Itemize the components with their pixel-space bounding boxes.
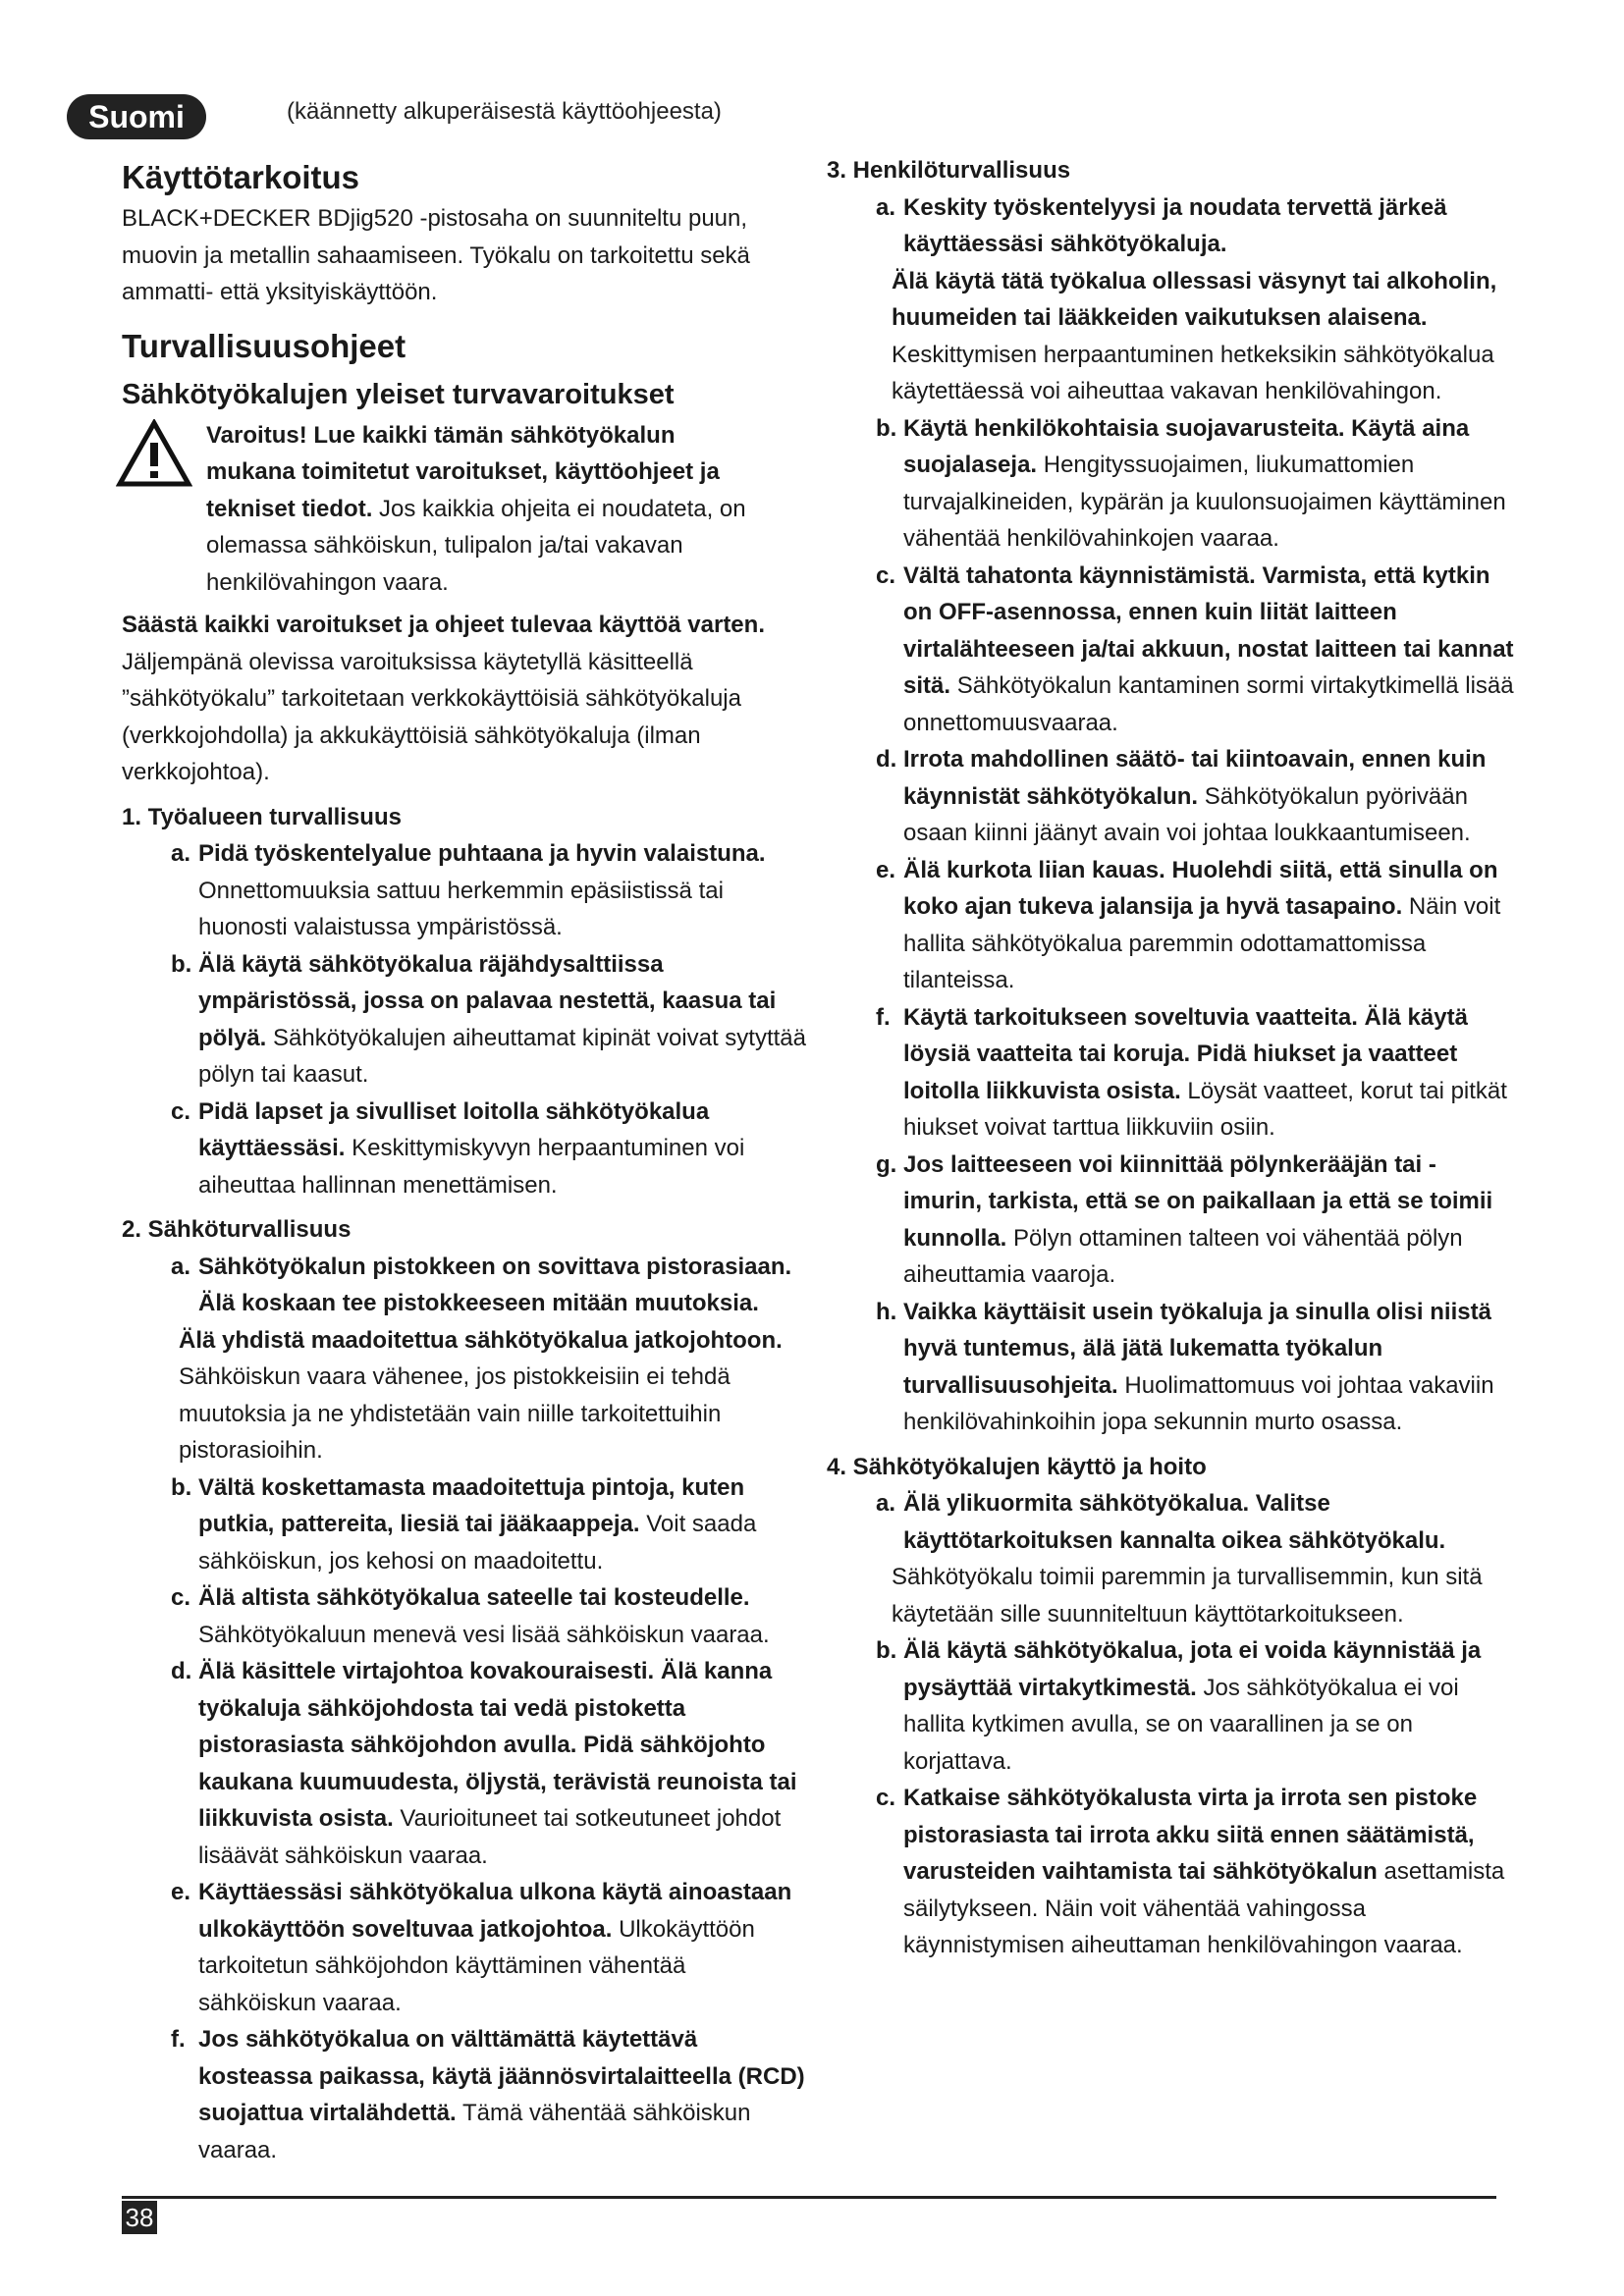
safety-subheading: Sähkötyökalujen yleiset turvavaroitukset — [122, 378, 675, 410]
footer-rule — [122, 2196, 1496, 2199]
item-text: Keskittymiskyvyn herpaantuminen voi aiheuttaa hallinnan menettämisen. — [198, 1135, 745, 1199]
item-label: a. — [171, 840, 191, 867]
intended-use-text: BLACK+DECKER BDjig520 -pistosaha on suunniteltu puun, muovin ja metallin sahaamiseen. Työkalu on tarkoitettu sekä ammatti- että yksityiskäyttöön. — [122, 205, 750, 305]
section-3-heading: 3. Henkilöturvallisuus — [827, 157, 1071, 184]
item-bold: Jos sähkötyökalua on välttämättä käytettävä kosteassa paikassa, käytä jäännösvirtalaitteella (RCD) suojattua virtalähdettä. — [198, 2026, 805, 2126]
list-item — [827, 558, 1514, 742]
page-number: 38 — [122, 2201, 157, 2234]
item-text: Sähkötyökalun kantaminen sormi virtakytkimellä lisää onnettomuusvaaraa. — [903, 672, 1514, 736]
item-bold: Vältä koskettamasta maadoitettuja pintoja, kuten putkia, pattereita, liesiä tai jääkaappeja. — [198, 1473, 745, 1537]
list-item — [827, 410, 1514, 558]
item-text: Keskittymisen herpaantuminen hetkeksikin sähkötyökalua käytettäessä voi aiheuttaa vakavan henkilövahingon. — [892, 341, 1494, 404]
item-label: c. — [171, 1584, 191, 1611]
list-item — [827, 1485, 1514, 1559]
item-text: Huolimattomuus voi johtaa vakaviin henkilövahinkoihin jopa sekunnin murto osassa. — [903, 1371, 1494, 1435]
item-text: Sähkötyökalu toimii paremmin ja turvallisemmin, kun sitä käytetään sille suunniteltuun käyttötarkoitukseen. — [892, 1564, 1483, 1628]
item-bold: Keskity työskentelyysi ja noudata tervettä järkeä käyttäessäsi sähkötyökaluja. — [903, 193, 1447, 257]
list-item — [827, 1147, 1514, 1294]
list-item — [122, 946, 809, 1094]
item-bold: Älä kurkota liian kauas. Huolehdi siitä, että sinulla on koko ajan tukeva jalansija ja hyvä tasapaino. — [903, 856, 1498, 920]
general-warning — [122, 417, 809, 602]
item-bold: Älä käytä tätä työkalua ollessasi väsynyt tai alkoholin, huumeiden tai lääkkeiden vaikutuksen alaisena. — [892, 267, 1497, 331]
item-label: a. — [876, 1490, 896, 1517]
item-text: Voit saada sähköiskun, jos kehosi on maadoitettu. — [198, 1511, 757, 1575]
item-text: Sähkötyökalujen aiheuttamat kipinät voivat sytyttää pölyn tai kaasut. — [198, 1024, 807, 1088]
left-column — [122, 152, 809, 2168]
section-2-heading: 2. Sähköturvallisuus — [122, 1216, 352, 1243]
item-label: b. — [876, 414, 897, 442]
list-item — [122, 1653, 809, 1874]
item-text: Onnettomuuksia sattuu herkemmin epäsiistissä tai huonosti valaistussa ympäristössä. — [198, 877, 724, 940]
save-instructions-text: Jäljempänä olevissa varoituksissa käytetyllä käsitteellä ”sähkötyökalu” tarkoitetaan verkkokäyttöisiä sähkötyökaluja (verkkojohdolla) ja akkukäyttöisiä sähkötyökaluja (ilman verkkojohtoa). — [122, 648, 741, 785]
item-bold: Älä käsittele virtajohtoa kovakouraisesti. Älä kanna työkaluja sähköjohdosta tai vedä pistoketta pistorasiasta sähköjohdon avulla. Pidä sähköjohto kaukana kuumuudesta, öljystä, terävistä reunoista tai liikkuvista osista. — [198, 1658, 797, 1832]
item-label: f. — [171, 2026, 186, 2053]
list-item — [827, 1780, 1514, 1964]
item-bold: Käytä tarkoitukseen soveltuvia vaatteita. Älä käytä löysiä vaatteita tai koruja. Pidä hiukset ja vaatteet loitolla liikkuvista osista. — [903, 1003, 1468, 1104]
item-text: asettamista säilytykseen. Näin voit vähentää vahingossa käynnistymisen aiheuttaman henkilövahingon vaaraa. — [903, 1858, 1505, 1958]
item-text: Ulkokäyttöön tarkoitetun sähköjohdon käyttäminen vähentää sähköiskun vaaraa. — [198, 1915, 755, 2016]
right-column — [827, 152, 1514, 1964]
warning-triangle-icon — [116, 419, 192, 488]
list-item — [827, 852, 1514, 999]
item-label: e. — [171, 1879, 191, 1905]
item-label: g. — [876, 1150, 897, 1178]
item-text: Vaurioituneet tai sotkeutuneet johdot lisäävät sähköiskun vaaraa. — [198, 1805, 782, 1869]
item-label: a. — [171, 1253, 191, 1280]
safety-heading: Turvallisuusohjeet — [122, 327, 406, 364]
item-bold: Vaikka käyttäisit usein työkaluja ja sinulla olisi niistä hyvä tuntemus, älä jätä lukematta työkalun turvallisuusohjeita. — [903, 1298, 1491, 1399]
translation-note: (käännetty alkuperäisestä käyttöohjeesta) — [287, 98, 722, 125]
item-bold: Älä käytä sähkötyökalua räjähdysalttiissa ympäristössä, jossa on palavaa nestettä, kaasua tai pölyä. — [198, 950, 777, 1051]
list-item — [122, 835, 809, 946]
list-item — [827, 741, 1514, 852]
list-item — [827, 1632, 1514, 1780]
item-bold: Käyttäessäsi sähkötyökalua ulkona käytä ainoastaan ulkokäyttöön soveltuvaa jatkojohtoa. — [198, 1879, 792, 1943]
section-4-heading: 4. Sähkötyökalujen käyttö ja hoito — [827, 1453, 1207, 1480]
item-text: Pölyn ottaminen talteen voi vähentää pölyn aiheuttamia vaaroja. — [903, 1224, 1463, 1288]
item-bold: Älä altista sähkötyökalua sateelle tai kosteudelle. — [198, 1584, 750, 1611]
item-label: d. — [876, 746, 897, 773]
item-bold: Irrota mahdollinen säätö- tai kiintoavain, ennen kuin käynnistät sähkötyökalun. — [903, 746, 1487, 810]
item-bold: Pidä lapset ja sivulliset loitolla sähkötyökalua käyttäessäsi. — [198, 1097, 710, 1161]
list-item — [122, 1249, 809, 1322]
list-item — [122, 2021, 809, 2168]
item-text: Sähköiskun vaara vähenee, jos pistokkeisiin ei tehdä muutoksia ja ne yhdistetään vain niille tarkoitettuihin pistorasioihin. — [179, 1363, 731, 1464]
section-1-heading: 1. Työalueen turvallisuus — [122, 803, 402, 830]
item-bold: Jos laitteeseen voi kiinnittää pölynkerääjän tai -imurin, tarkista, että se on paikallaan ja että se toimii kunnolla. — [903, 1150, 1493, 1252]
item-label: b. — [876, 1637, 897, 1664]
list-item — [827, 189, 1514, 263]
item-label: b. — [171, 950, 192, 978]
item-label: c. — [876, 561, 896, 589]
item-text: Jos sähkötyökalua ei voi hallita kytkimen avulla, se on vaarallinen ja se on korjattava. — [903, 1674, 1459, 1775]
item-label: c. — [171, 1097, 191, 1125]
item-label: c. — [876, 1785, 896, 1811]
item-text: Sähkötyökaluun menevä vesi lisää sähköiskun vaaraa. — [198, 1621, 770, 1648]
list-item — [827, 999, 1514, 1147]
list-item — [122, 1469, 809, 1580]
save-instructions-bold: Säästä kaikki varoitukset ja ohjeet tulevaa käyttöä varten. — [122, 612, 765, 638]
item-text: Löysät vaatteet, korut tai pitkät hiukset voivat tarttua liikkuviin osiin. — [903, 1077, 1507, 1141]
item-label: d. — [171, 1658, 192, 1684]
list-item — [122, 1094, 809, 1204]
list-item — [122, 1579, 809, 1653]
item-bold: Älä käytä sähkötyökalua, jota ei voida käynnistää ja pysäyttää virtakytkimestä. — [903, 1637, 1482, 1701]
warning-bold: Varoitus! Lue kaikki tämän sähkötyökalun mukana toimitetut varoitukset, käyttöohjeet ja tekniset tiedot. — [206, 421, 720, 522]
item-label: e. — [876, 856, 896, 883]
language-badge: Suomi — [67, 94, 206, 139]
item-text: Näin voit hallita sähkötyökalua paremmin odottamattomissa tilanteissa. — [903, 893, 1501, 993]
item-label: a. — [876, 193, 896, 221]
intended-use-heading: Käyttötarkoitus — [122, 159, 360, 195]
item-label: h. — [876, 1298, 897, 1325]
item-label: b. — [171, 1473, 192, 1501]
item-text: Sähkötyökalun pyörivään osaan kiinni jäänyt avain voi johtaa loukkaantumiseen. — [903, 782, 1471, 846]
item-bold: Sähkötyökalun pistokkeen on sovittava pistorasiaan. Älä koskaan tee pistokkeeseen mitään muutoksia. — [198, 1253, 792, 1316]
item-bold: Älä ylikuormita sähkötyökalua. Valitse käyttötarkoituksen kannalta oikea sähkötyökalu. — [903, 1490, 1446, 1554]
item-bold: Pidä työskentelyalue puhtaana ja hyvin valaistuna. — [198, 840, 766, 867]
list-item — [827, 1294, 1514, 1441]
list-item — [122, 1874, 809, 2021]
item-label: f. — [876, 1003, 891, 1031]
warning-text: Jos kaikkia ohjeita ei noudateta, on olemassa sähköiskun, tulipalon ja/tai vakavan henkilövahingon vaara. — [206, 495, 746, 596]
item-bold: Käytä henkilökohtaisia suojavarusteita. Käytä aina suojalaseja. — [903, 414, 1470, 478]
item-text: Tämä vähentää sähköiskun vaaraa. — [198, 2100, 751, 2163]
item-bold: Katkaise sähkötyökalusta virta ja irrota sen pistoke pistorasiasta tai irrota akku siitä ennen säätämistä, varusteiden vaihtamista tai sähkötyökalun — [903, 1785, 1478, 1885]
item-bold: Älä yhdistä maadoitettua sähkötyökalua jatkojohtoon. — [179, 1326, 783, 1354]
item-bold: Vältä tahatonta käynnistämistä. Varmista, että kytkin on OFF-asennossa, ennen kuin liität laitteen virtalähteeseen ja/tai akkuun, nostat laitteen tai kannat sitä. — [903, 561, 1514, 699]
item-text: Hengityssuojaimen, liukumattomien turvajalkineiden, kypärän ja kuulonsuojaimen käyttäminen vähentää henkilövahinkojen vaaraa. — [903, 452, 1506, 552]
